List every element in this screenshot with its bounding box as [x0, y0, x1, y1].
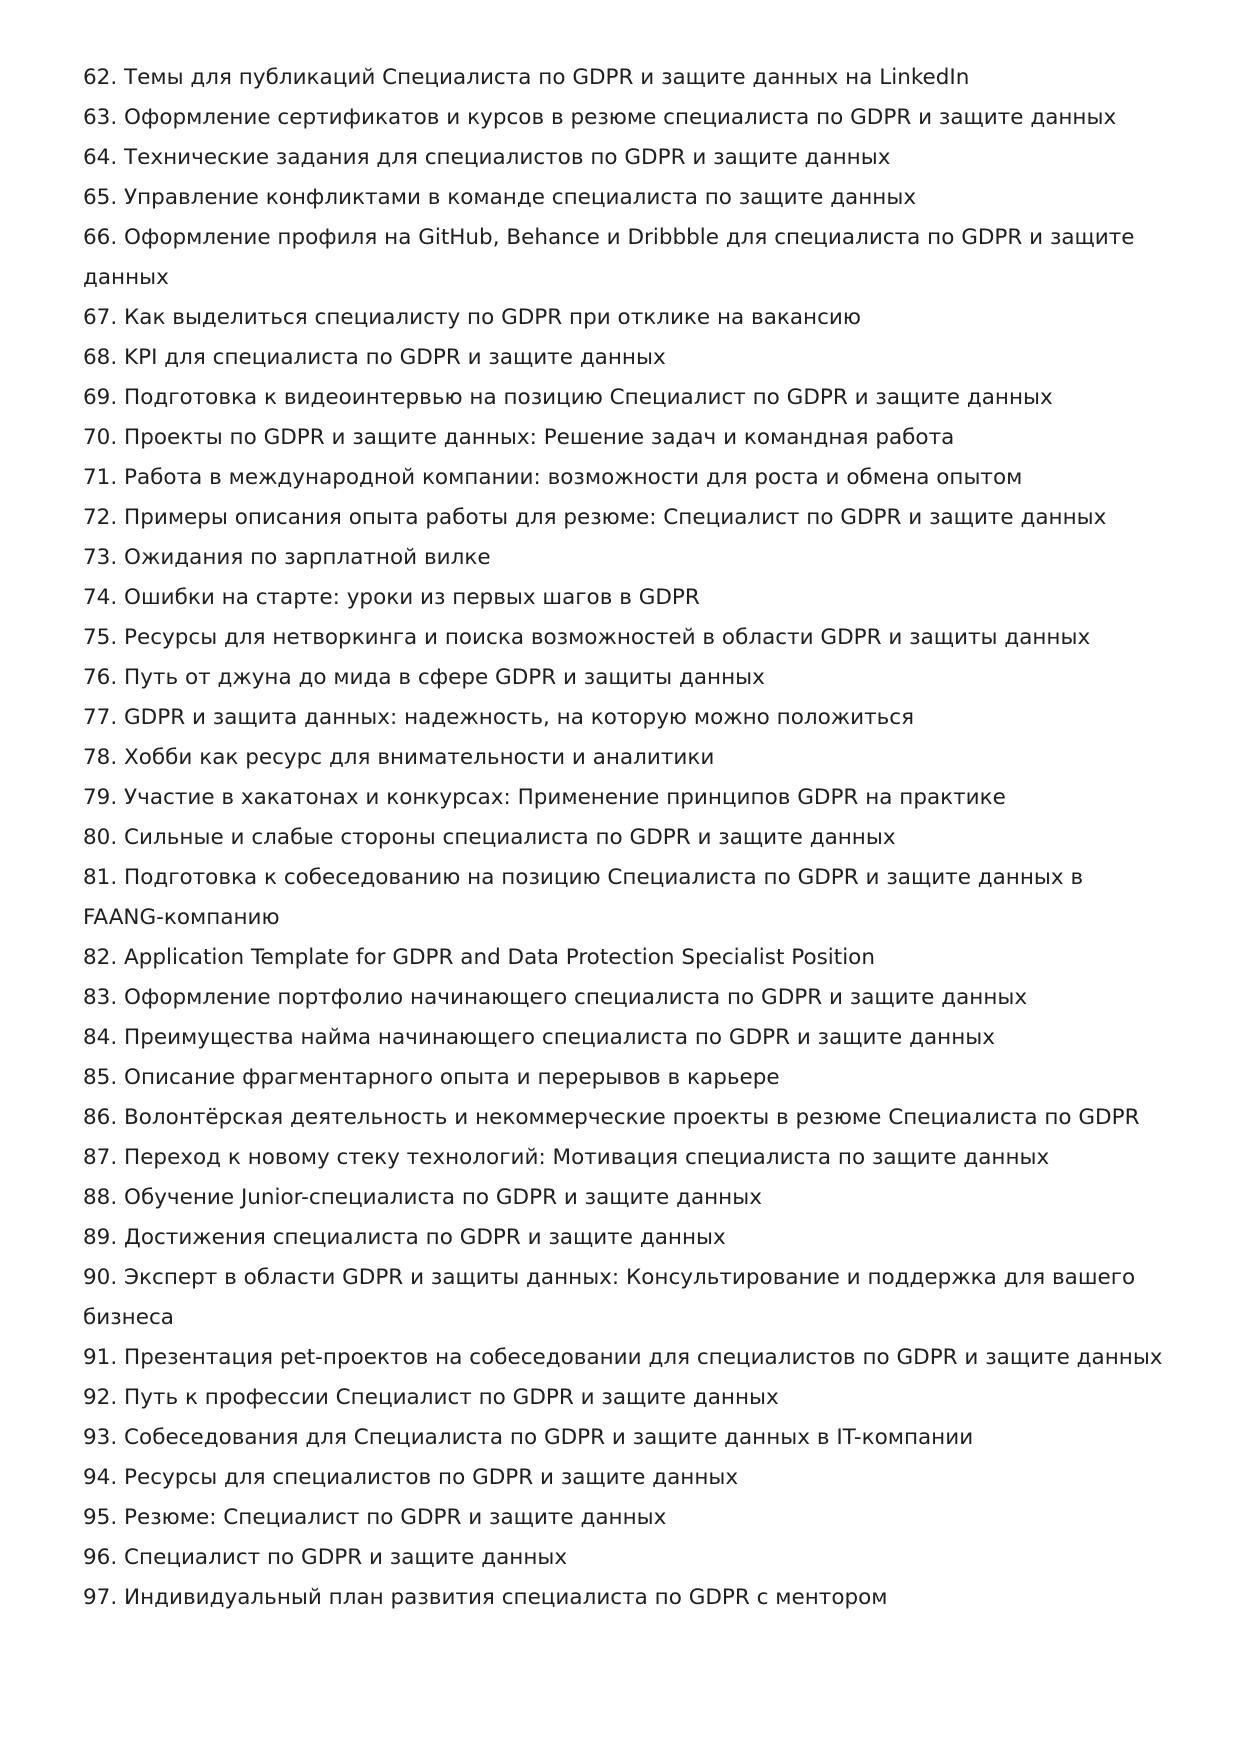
list-item: 79. Участие в хакатонах и конкурсах: Применение принципов GDPR на практике — [83, 785, 1006, 810]
list-item: 91. Презентация pet-проектов на собеседовании для специалистов по GDPR и защите данных — [83, 1345, 1163, 1370]
list-item: 74. Ошибки на старте: уроки из первых шагов в GDPR — [83, 585, 700, 610]
list-item: 85. Описание фрагментарного опыта и перерывов в карьере — [83, 1065, 780, 1090]
list-item: 87. Переход к новому стеку технологий: Мотивация специалиста по защите данных — [83, 1145, 1050, 1170]
list-item: 97. Индивидуальный план развития специалиста по GDPR с ментором — [83, 1585, 888, 1610]
list-item: 72. Примеры описания опыта работы для резюме: Специалист по GDPR и защите данных — [83, 505, 1107, 530]
list-item: 82. Application Template for GDPR and Data Protection Specialist Position — [83, 945, 875, 970]
list-item: 81. Подготовка к собеседованию на позицию Специалиста по GDPR и защите данных в FAANG-компанию — [83, 865, 1084, 930]
list-item: 77. GDPR и защита данных: надежность, на которую можно положиться — [83, 705, 915, 730]
list-item: 64. Технические задания для специалистов по GDPR и защите данных — [83, 145, 891, 170]
list-item: 96. Специалист по GDPR и защите данных — [83, 1545, 568, 1570]
list-item: 83. Оформление портфолио начинающего специалиста по GDPR и защите данных — [83, 985, 1028, 1010]
list-item: 92. Путь к профессии Специалист по GDPR и защите данных — [83, 1385, 779, 1410]
list-item: 78. Хобби как ресурс для внимательности и аналитики — [83, 745, 715, 770]
list-item: 80. Сильные и слабые стороны специалиста по GDPR и защите данных — [83, 825, 896, 850]
topic-list — [83, 58, 1163, 1618]
list-item: 71. Работа в международной компании: возможности для роста и обмена опытом — [83, 465, 1023, 490]
list-item: 89. Достижения специалиста по GDPR и защите данных — [83, 1225, 726, 1250]
list-item: 66. Оформление профиля на GitHub, Behance и Dribbble для специалиста по GDPR и защите данных — [83, 225, 1135, 290]
list-item: 88. Обучение Junior-специалиста по GDPR и защите данных — [83, 1185, 762, 1210]
list-item: 73. Ожидания по зарплатной вилке — [83, 545, 491, 570]
list-item: 67. Как выделиться специалисту по GDPR при отклике на вакансию — [83, 305, 861, 330]
list-item: 94. Ресурсы для специалистов по GDPR и защите данных — [83, 1465, 739, 1490]
list-item: 95. Резюме: Специалист по GDPR и защите данных — [83, 1505, 667, 1530]
list-item: 93. Собеседования для Специалиста по GDPR и защите данных в IT-компании — [83, 1425, 974, 1450]
list-item: 90. Эксперт в области GDPR и защиты данных: Консультирование и поддержка для вашего бизнеса — [83, 1265, 1136, 1330]
list-item: 86. Волонтёрская деятельность и некоммерческие проекты в резюме Специалиста по GDPR — [83, 1105, 1140, 1130]
list-item: 63. Оформление сертификатов и курсов в резюме специалиста по GDPR и защите данных — [83, 105, 1117, 130]
list-item: 65. Управление конфликтами в команде специалиста по защите данных — [83, 185, 917, 210]
list-item: 68. KPI для специалиста по GDPR и защите данных — [83, 345, 666, 370]
list-item: 69. Подготовка к видеоинтервью на позицию Специалист по GDPR и защите данных — [83, 385, 1053, 410]
list-item: 62. Темы для публикаций Специалиста по GDPR и защите данных на LinkedIn — [83, 65, 970, 90]
list-item: 70. Проекты по GDPR и защите данных: Решение задач и командная работа — [83, 425, 955, 450]
document-page — [83, 58, 1163, 1618]
list-item: 84. Преимущества найма начинающего специалиста по GDPR и защите данных — [83, 1025, 995, 1050]
list-item: 76. Путь от джуна до мида в сфере GDPR и защиты данных — [83, 665, 765, 690]
list-item: 75. Ресурсы для нетворкинга и поиска возможностей в области GDPR и защиты данных — [83, 625, 1091, 650]
